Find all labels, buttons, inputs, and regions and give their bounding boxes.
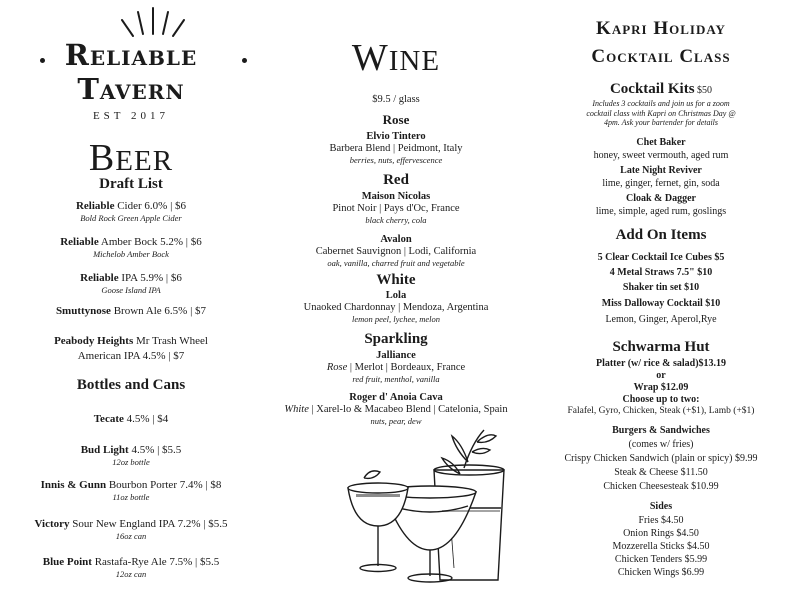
bottle-item: Victory Sour New England IPA 7.2% | $5.5 16oz can — [34, 518, 228, 541]
wine-item: Maison Nicolas Pinot Noir | Pays d'Oc, France black cherry, cola — [332, 191, 460, 225]
white-heading: White — [376, 272, 416, 288]
rose-heading: Rose — [382, 112, 410, 127]
schwarma-choose: Choose up to two: — [622, 394, 700, 405]
draft-item: Peabody Heights Mr Trash Wheel American IPA 4.5% | $7 — [54, 335, 208, 362]
beer-title: BEER — [88, 137, 174, 179]
bottles-heading: Bottles and Cans — [76, 377, 186, 393]
draft-item: Reliable Amber Bock 5.2% | $6 Michelob Amber Bock — [60, 236, 202, 259]
draft-item: Reliable IPA 5.9% | $6 Goose Island IPA — [80, 272, 182, 295]
cocktail-glasses-illustration — [344, 428, 512, 588]
wine-item: Avalon Cabernet Sauvignon | Lodi, California oak, vanilla, charred fruit and vegetable — [315, 234, 477, 268]
schwarma-heading: Schwarma Hut — [612, 339, 710, 355]
bottle-item: Blue Point Rastafa-Rye Ale 7.5% | $5.5 12oz can — [42, 556, 220, 579]
draft-item: Smuttynose Brown Ale 6.5% | $7 — [55, 305, 207, 317]
side-item: Chicken Wings $6.99 — [617, 567, 705, 578]
red-heading: Red — [383, 172, 409, 188]
side-item: Onion Rings $4.50 — [623, 528, 699, 539]
addon-item: 4 Metal Straws 7.5" $10 — [609, 267, 713, 278]
addon-item: Miss Dalloway Cocktail $10 — [601, 298, 721, 309]
burger-item: Crispy Chicken Sandwich (plain or spicy) $9.99 — [564, 453, 758, 464]
cocktail-item: Cloak & Dagger lime, simple, aged rum, goslings — [595, 193, 727, 217]
bottle-item: Innis & Gunn Bourbon Porter 7.4% | $8 11oz bottle — [40, 479, 222, 502]
addon-item: 5 Clear Cocktail Ice Cubes $5 — [597, 252, 725, 263]
kits-note: Includes 3 cocktails and join us for a zoom cocktail class with Kapri on Christmas Day @ 4pm. Ask your bartender for details — [586, 99, 736, 127]
side-item: Chicken Tenders $5.99 — [614, 554, 708, 565]
cocktail-item: Chet Baker honey, sweet vermouth, aged rum — [593, 137, 729, 161]
burger-item: Steak & Cheese $11.50 — [614, 467, 708, 478]
addon-heading: Add On Items — [615, 227, 707, 243]
burger-item: Chicken Cheesesteak $10.99 — [603, 481, 719, 492]
side-item: Fries $4.50 — [638, 515, 684, 526]
addon-item: Lemon, Ginger, Aperol,Rye — [605, 314, 717, 325]
bottle-item: Tecate 4.5% | $4 — [93, 413, 169, 425]
burgers-heading: Burgers & Sandwiches — [612, 425, 710, 436]
logo-line2: Tavern — [77, 72, 185, 106]
wine-column — [262, 0, 530, 612]
kits-heading: Cocktail Kits $50 — [609, 81, 713, 97]
schwarma-platter: Platter (w/ rice & salad)$13.19 — [595, 358, 727, 369]
wine-item: Roger d' Anoia Cava White | Xarel-lo & Macabeo Blend | Catelonia, Spain nuts, pear, dew — [284, 392, 508, 426]
logo-line1: Reliable — [64, 38, 198, 72]
draft-item: Reliable Cider 6.0% | $6 Bold Rock Green Apple Cider — [75, 200, 187, 223]
wine-item: Jalliance Rose | Merlot | Bordeaux, France red fruit, menthol, vanilla — [326, 350, 466, 384]
sides-heading: Sides — [649, 501, 673, 512]
wine-item: Lola Unaoked Chardonnay | Mendoza, Argentina lemon peel, lychee, melon — [303, 290, 489, 324]
draft-heading: Draft List — [99, 176, 163, 192]
schwarma-or: or — [656, 370, 666, 381]
wine-price: $9.5 / glass — [372, 94, 420, 105]
bottle-item: Bud Light 4.5% | $5.5 12oz bottle — [80, 444, 182, 467]
schwarma-choices: Falafel, Gyro, Chicken, Steak (+$1), Lamb (+$1) — [567, 406, 755, 416]
sunburst-icon — [108, 6, 198, 40]
schwarma-wrap: Wrap $12.09 — [633, 382, 689, 393]
side-item: Mozzerella Sticks $4.50 — [612, 541, 710, 552]
beer-column — [0, 0, 262, 612]
addon-item: Shaker tin set $10 — [622, 282, 700, 293]
burgers-note: (comes w/ fries) — [628, 439, 694, 450]
sparkling-heading: Sparkling — [364, 331, 428, 347]
wine-title: WINE — [351, 37, 441, 79]
logo-est: EST 2017 — [92, 110, 170, 122]
kapri-title-1: Kapri Holiday — [596, 18, 726, 39]
kapri-title-2: Cocktail Class — [591, 46, 731, 67]
wine-item: Elvio Tintero Barbera Blend | Peidmont, Italy berries, nuts, effervescence — [329, 131, 463, 165]
cocktail-item: Late Night Reviver lime, ginger, fernet, gin, soda — [602, 165, 720, 189]
cocktail-column — [530, 0, 792, 612]
